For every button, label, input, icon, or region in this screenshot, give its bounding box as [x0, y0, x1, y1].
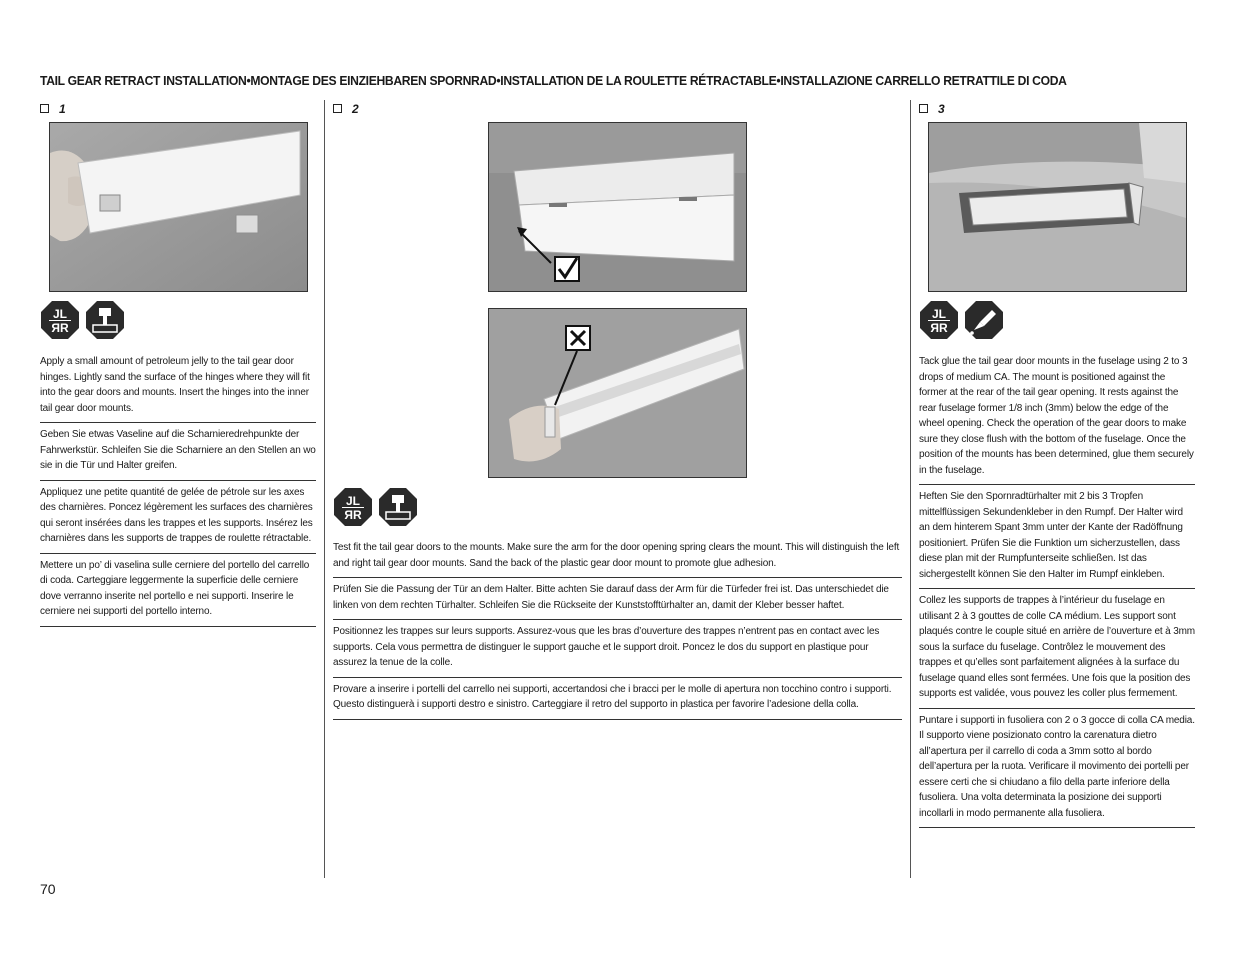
paragraph-de: Geben Sie etwas Vaseline auf die Scharnieredrehpunkte der Fahrwerkstür. Schleifen Sie die Scharniere an den Stellen an wo sie in die Tür und Halter greifen.	[40, 423, 316, 481]
step-3-text	[919, 354, 1195, 828]
left-right-icon	[40, 300, 80, 340]
photo-step-1	[49, 122, 308, 292]
svg-text:ЯR: ЯR	[344, 508, 362, 522]
page-number: 70	[40, 881, 56, 897]
paragraph-fr: Collez les supports de trappes à l’intérieur du fuselage en utilisant 2 à 3 gouttes de colle CA médium. Les support sont plaqués contre le couple situé en arrière de l’ouverture et à 3mm sous la surface du fuselage. Contrôlez le mouvement des trappes et qu’elles sont parfaitement alignées à la surface du fuselage quand elles sont fermées. Une fois que la position des supports est validée, vous pouvez les coller plus fermement.	[919, 589, 1195, 709]
paragraph-fr: Appliquez une petite quantité de gelée de pétrole sur les axes des charnières. Poncez légèrement les surfaces des charnières qui seront insérées dans les trappes et les supports. Insérez les charnières dans les supports de trappes de roulette rétractable.	[40, 481, 316, 554]
photo-step-2-incorrect	[488, 308, 747, 478]
page-title: TAIL GEAR RETRACT INSTALLATION•MONTAGE DES EINZIEHBAREN SPORNRAD•INSTALLATION DE LA ROULETTE RÉTRACTABLE•INSTALLAZIONE CARRELLO RETRATTILE DI CODA	[40, 73, 1067, 88]
paragraph-it: Provare a inserire i portelli del carrello nei supporti, accertandosi che i bracci per le molle di apertura non tocchino contro i supporti. Questo distinguerà i supporti destro e sinistro. Carteggiare il retro del supporto in plastica per favorire l’adesione della colla.	[333, 678, 902, 720]
sanding-icon	[85, 300, 125, 340]
step-1-text	[40, 354, 316, 627]
photo-step-3	[928, 122, 1187, 292]
svg-text:ЯR: ЯR	[51, 321, 69, 335]
checkbox-icon[interactable]	[333, 104, 342, 113]
svg-text:ЯR: ЯR	[930, 321, 948, 335]
photo-step-2-correct	[488, 122, 747, 292]
paragraph-it: Mettere un po’ di vaselina sulle cerniere del portello del carrello di coda. Carteggiare leggermente la superficie delle cerniere dove verranno inserite nel portello e nei supporti. Inserire le cerniere nei supporti del portello interno.	[40, 554, 316, 627]
ca-glue-icon	[964, 300, 1004, 340]
step-number: 2	[352, 102, 359, 116]
left-right-icon	[919, 300, 959, 340]
left-right-icon	[333, 487, 373, 527]
checkbox-icon[interactable]	[40, 104, 49, 113]
step-2-label	[333, 102, 359, 116]
step-2-text	[333, 540, 902, 720]
paragraph-de: Heften Sie den Spornradtürhalter mit 2 bis 3 Tropfen mittelflüssigen Sekundenkleber in den Rumpf. Der Halter wird an dem hinterem Spant 3mm unter der Kante der Radöffnung positioniert. Prüfen Sie die Funktion um sicherzustellen, dass diese plan mit der Rumpfunterseite schließen. Ist das sichergestellt können Sie den Halter im Rumpf einkleben.	[919, 485, 1195, 589]
paragraph-de: Prüfen Sie die Passung der Tür an dem Halter. Bitte achten Sie darauf dass der Arm für die Türfeder frei ist. Das unterschiedet die linken von dem rechten Türhalter. Schleifen Sie die Rückseite der Kunststofftürhalter an, damit der Kleber besser haftet.	[333, 578, 902, 620]
step-number: 1	[59, 102, 66, 116]
paragraph-en: Test fit the tail gear doors to the mounts. Make sure the arm for the door opening spring clears the mount. This will distinguish the left and right tail gear door mounts. Sand the back of the plastic gear door mount to promote glue adhesion.	[333, 540, 902, 578]
svg-text:JL: JL	[52, 307, 68, 321]
step-number: 3	[938, 102, 945, 116]
step-3-label	[919, 102, 945, 116]
checkbox-icon[interactable]	[919, 104, 928, 113]
svg-text:JL: JL	[345, 494, 361, 508]
step-1-label	[40, 102, 66, 116]
sanding-icon	[378, 487, 418, 527]
paragraph-it: Puntare i supporti in fusoliera con 2 o 3 gocce di colla CA media. Il supporto viene posizionato contro la carenatura dietro all’apertura per il carrello di coda a 3mm sotto al bordo dell’apertura per la ruota. Verificare il movimento dei portelli per essere certi che si chiudano a filo della parte inferiore della fusoliera. Una volta determinata la posizione dei supporti incollarli in modo permanente alla fusoliera.	[919, 709, 1195, 829]
svg-text:JL: JL	[931, 307, 947, 321]
paragraph-en: Tack glue the tail gear door mounts in the fuselage using 2 to 3 drops of medium CA. The mount is positioned against the former at the rear of the tail gear opening. It rests against the rear fuselage former 1/8 inch (3mm) below the edge of the wheel opening. Check the operation of the gear doors to make sure they close flush with the bottom of the fuselage. Once the position of the mounts has been determined, glue them securely in the fuselage.	[919, 354, 1195, 485]
column-divider-right	[910, 100, 911, 878]
paragraph-fr: Positionnez les trappes sur leurs supports. Assurez-vous que les bras d’ouverture des trappes n’entrent pas en contact avec les supports. Cela vous permettra de distinguer le support gauche et le support droit. Poncez le dos du support en plastique pour assurez la tenue de la colle.	[333, 620, 902, 678]
paragraph-en: Apply a small amount of petroleum jelly to the tail gear door hinges. Lightly sand the surface of the hinges where they will fit into the gear doors and mounts. Insert the hinges into the inner tail gear door mounts.	[40, 354, 316, 423]
column-divider-left	[324, 100, 325, 878]
